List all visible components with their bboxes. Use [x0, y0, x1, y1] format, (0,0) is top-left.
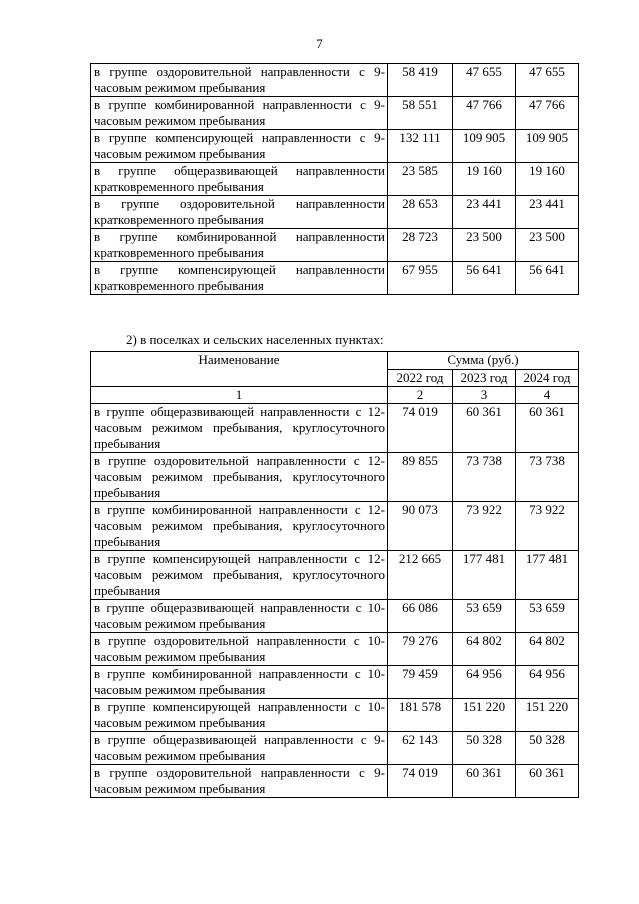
value-2024-cell: 73 738	[516, 453, 579, 502]
value-2023-cell: 23 500	[453, 229, 516, 262]
value-2024-cell: 47 766	[516, 97, 579, 130]
header-name: Наименование	[91, 352, 388, 387]
value-2022-cell: 212 665	[388, 551, 453, 600]
table-row	[91, 97, 579, 130]
header-year-2024: 2024 год	[516, 369, 579, 387]
value-2022-cell: 62 143	[388, 732, 453, 765]
value-2024-cell: 47 655	[516, 64, 579, 97]
row-name-cell: в группе оздоровительной направленности кратковременного пребывания	[91, 196, 388, 229]
value-2024-cell: 60 361	[516, 765, 579, 798]
table1-body	[91, 64, 579, 295]
table-row	[91, 502, 579, 551]
row-name-cell: в группе комбинированной направленности кратковременного пребывания	[91, 229, 388, 262]
header-colnum-3: 3	[453, 387, 516, 404]
value-2022-cell: 58 419	[388, 64, 453, 97]
value-2024-cell: 73 922	[516, 502, 579, 551]
value-2024-cell: 53 659	[516, 600, 579, 633]
value-2023-cell: 73 922	[453, 502, 516, 551]
table-row	[91, 196, 579, 229]
value-2024-cell: 23 441	[516, 196, 579, 229]
row-name-cell: в группе компенсирующей направленности кратковременного пребывания	[91, 262, 388, 295]
value-2022-cell: 28 653	[388, 196, 453, 229]
row-name-cell: в группе компенсирующей направленности с 9-часовым режимом пребывания	[91, 130, 388, 163]
table-row	[91, 453, 579, 502]
row-name-cell: в группе общеразвивающей направленности кратковременного пребывания	[91, 163, 388, 196]
row-name-cell: в группе оздоровительной направленности с 10-часовым режимом пребывания	[91, 633, 388, 666]
table-row	[91, 699, 579, 732]
table-row	[91, 229, 579, 262]
row-name-cell: в группе оздоровительной направленности с 9-часовым режимом пребывания	[91, 64, 388, 97]
value-2024-cell: 64 802	[516, 633, 579, 666]
value-2022-cell: 89 855	[388, 453, 453, 502]
value-2022-cell: 66 086	[388, 600, 453, 633]
row-name-cell: в группе общеразвивающей направленности с 12-часовым режимом пребывания, круглосуточного пребывания	[91, 404, 388, 453]
cost-table-cities	[90, 63, 579, 295]
value-2022-cell: 67 955	[388, 262, 453, 295]
value-2022-cell: 74 019	[388, 404, 453, 453]
value-2022-cell: 74 019	[388, 765, 453, 798]
row-name-cell: в группе комбинированной направленности с 10-часовым режимом пребывания	[91, 666, 388, 699]
value-2023-cell: 151 220	[453, 699, 516, 732]
value-2024-cell: 19 160	[516, 163, 579, 196]
value-2023-cell: 177 481	[453, 551, 516, 600]
table-row	[91, 765, 579, 798]
table-row	[91, 262, 579, 295]
header-year-2023: 2023 год	[453, 369, 516, 387]
row-name-cell: в группе оздоровительной направленности с 9-часовым режимом пребывания	[91, 765, 388, 798]
value-2022-cell: 23 585	[388, 163, 453, 196]
header-colnum-1: 1	[91, 387, 388, 404]
row-name-cell: в группе оздоровительной направленности с 12-часовым режимом пребывания, круглосуточного пребывания	[91, 453, 388, 502]
value-2023-cell: 109 905	[453, 130, 516, 163]
value-2024-cell: 177 481	[516, 551, 579, 600]
value-2024-cell: 151 220	[516, 699, 579, 732]
table-row	[91, 732, 579, 765]
value-2023-cell: 53 659	[453, 600, 516, 633]
value-2023-cell: 73 738	[453, 453, 516, 502]
value-2024-cell: 56 641	[516, 262, 579, 295]
header-year-2022: 2022 год	[388, 369, 453, 387]
value-2023-cell: 23 441	[453, 196, 516, 229]
table-row	[91, 64, 579, 97]
header-sum: Сумма (руб.)	[388, 352, 579, 370]
page-number: 7	[316, 36, 323, 51]
value-2022-cell: 79 276	[388, 633, 453, 666]
value-2024-cell: 60 361	[516, 404, 579, 453]
table-row	[91, 600, 579, 633]
row-name-cell: в группе компенсирующей направленности с 10-часовым режимом пребывания	[91, 699, 388, 732]
table-row	[91, 163, 579, 196]
row-name-cell: в группе компенсирующей направленности с 12-часовым режимом пребывания, круглосуточного пребывания	[91, 551, 388, 600]
row-name-cell: в группе комбинированной направленности с 12-часовым режимом пребывания, круглосуточного пребывания	[91, 502, 388, 551]
value-2023-cell: 47 766	[453, 97, 516, 130]
value-2024-cell: 64 956	[516, 666, 579, 699]
value-2023-cell: 50 328	[453, 732, 516, 765]
table-row	[91, 666, 579, 699]
value-2024-cell: 50 328	[516, 732, 579, 765]
row-name-cell: в группе общеразвивающей направленности с 10-часовым режимом пребывания	[91, 600, 388, 633]
table2-body	[91, 404, 579, 798]
value-2023-cell: 56 641	[453, 262, 516, 295]
value-2023-cell: 19 160	[453, 163, 516, 196]
value-2022-cell: 28 723	[388, 229, 453, 262]
value-2022-cell: 181 578	[388, 699, 453, 732]
table-row	[91, 633, 579, 666]
value-2022-cell: 58 551	[388, 97, 453, 130]
row-name-cell: в группе общеразвивающей направленности с 9-часовым режимом пребывания	[91, 732, 388, 765]
cost-table-villages	[90, 351, 579, 798]
value-2022-cell: 90 073	[388, 502, 453, 551]
section-caption: 2) в поселках и сельских населенных пунктах:	[126, 332, 384, 347]
value-2023-cell: 60 361	[453, 765, 516, 798]
value-2023-cell: 47 655	[453, 64, 516, 97]
table-row	[91, 404, 579, 453]
value-2022-cell: 132 111	[388, 130, 453, 163]
value-2023-cell: 60 361	[453, 404, 516, 453]
table-row	[91, 551, 579, 600]
table-row	[91, 130, 579, 163]
value-2024-cell: 23 500	[516, 229, 579, 262]
value-2023-cell: 64 956	[453, 666, 516, 699]
value-2022-cell: 79 459	[388, 666, 453, 699]
header-colnum-4: 4	[516, 387, 579, 404]
value-2024-cell: 109 905	[516, 130, 579, 163]
header-colnum-2: 2	[388, 387, 453, 404]
value-2023-cell: 64 802	[453, 633, 516, 666]
row-name-cell: в группе комбинированной направленности с 9-часовым режимом пребывания	[91, 97, 388, 130]
